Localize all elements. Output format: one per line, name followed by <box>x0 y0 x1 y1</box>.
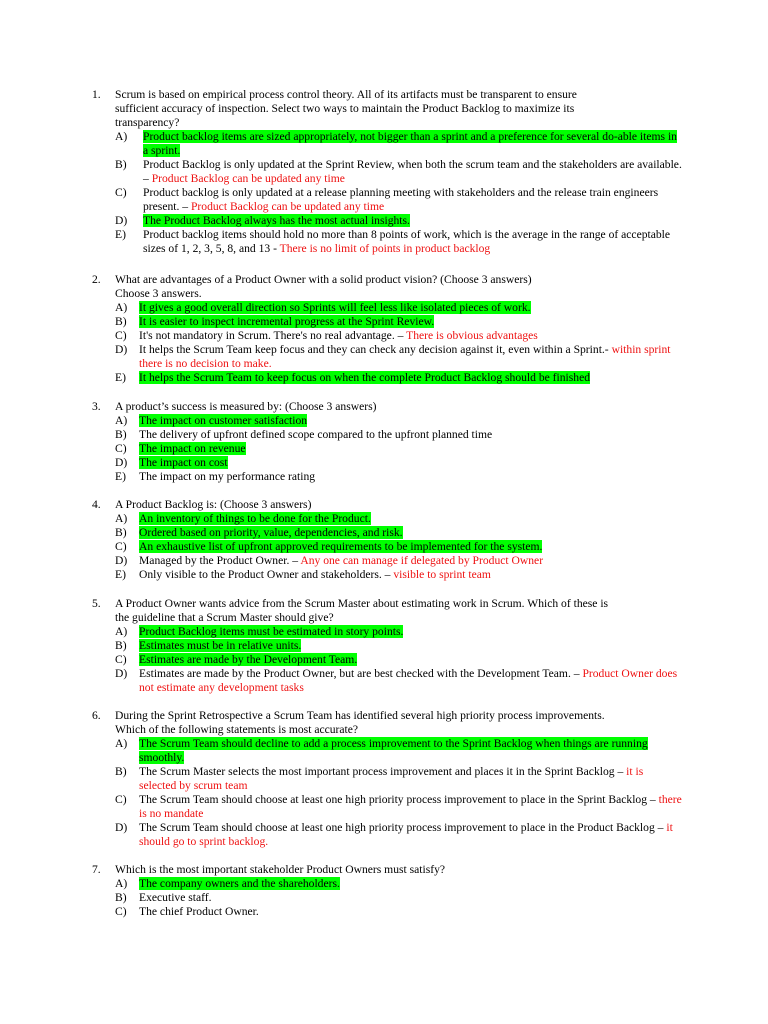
option-label: C) <box>115 442 127 455</box>
option-label: C) <box>115 329 127 342</box>
answer-option <box>115 821 682 849</box>
answer-option <box>115 442 682 456</box>
answer-option <box>115 428 682 442</box>
question-number: 5. <box>92 597 101 610</box>
highlighted-answer: The company owners and the shareholders. <box>139 877 340 890</box>
option-text <box>139 653 682 667</box>
answer-option <box>115 877 682 891</box>
answer-option <box>115 214 682 228</box>
option-label: B) <box>115 891 127 904</box>
answer-text: The Scrum Team should choose at least one high priority process improvement to place in the Product Backlog – <box>139 821 667 834</box>
option-label: E) <box>115 568 126 581</box>
option-text <box>139 737 682 765</box>
question-text: Which is the most important stakeholder Product Owners must satisfy? <box>115 863 446 876</box>
answer-text: Executive staff. <box>139 891 212 904</box>
answer-option <box>115 905 682 919</box>
question-text: Scrum is based on empirical process control theory. All of its artifacts must be transparent to ensure sufficient accuracy of inspection. Select two ways to maintain the Product Backlog to maximize its transparency? <box>115 88 577 129</box>
option-text <box>139 315 682 329</box>
highlighted-answer: Estimates must be in relative units. <box>139 639 302 652</box>
answer-option <box>115 737 682 765</box>
option-label: C) <box>115 905 127 918</box>
answer-option <box>115 793 682 821</box>
answer-options <box>115 877 682 919</box>
highlighted-answer: The impact on revenue <box>139 442 246 455</box>
option-label: C) <box>115 540 127 553</box>
answer-option <box>115 765 682 793</box>
correction-note: it should go to sprint backlog. <box>139 821 673 848</box>
correction-note: within sprint there is no decision to make. <box>139 343 671 370</box>
option-label: D) <box>115 214 128 227</box>
option-label: D) <box>115 821 128 834</box>
correction-note: there is no mandate <box>139 793 682 820</box>
highlighted-answer: An exhaustive list of upfront approved requirements to be implemented for the system. <box>139 540 543 553</box>
option-text <box>139 456 682 470</box>
question-3 <box>92 400 682 484</box>
option-text <box>139 470 682 484</box>
correction-note: There is obvious advantages <box>406 329 538 342</box>
answer-option <box>115 470 682 484</box>
answer-option <box>115 554 682 568</box>
option-text <box>143 158 682 186</box>
highlighted-answer: Product Backlog items must be estimated in story points. <box>139 625 404 638</box>
answer-option <box>115 639 682 653</box>
correction-note: visible to sprint team <box>393 568 491 581</box>
question-number: 4. <box>92 498 101 511</box>
answer-option <box>115 456 682 470</box>
option-text <box>139 512 682 526</box>
answer-text: The Scrum Master selects the most important process improvement and places it in the Sprint Backlog – <box>139 765 627 778</box>
option-text <box>139 568 682 582</box>
question-5 <box>92 597 682 695</box>
highlighted-answer: The Scrum Team should decline to add a process improvement to the Sprint Backlog when things are running smoothly. <box>139 737 648 764</box>
option-text <box>139 639 682 653</box>
question-number: 7. <box>92 863 101 876</box>
highlighted-answer: The impact on customer satisfaction <box>139 414 308 427</box>
answer-text: It's not mandatory in Scrum. There's no real advantage. – <box>139 329 407 342</box>
highlighted-answer: It helps the Scrum Team to keep focus on when the complete Product Backlog should be finished <box>139 371 591 384</box>
question-6 <box>92 709 682 849</box>
correction-note: There is no limit of points in product backlog <box>279 242 491 255</box>
option-label: E) <box>115 470 126 483</box>
option-text <box>139 554 682 568</box>
question-1 <box>92 88 682 256</box>
option-label: B) <box>115 158 127 171</box>
option-label: C) <box>115 793 127 806</box>
answer-text: Product backlog is only updated at a release planning meeting with stakeholders and the release train engineers present. – <box>143 186 659 213</box>
correction-note: Any one can manage if delegated by Product Owner <box>300 554 544 567</box>
option-label: E) <box>115 228 126 241</box>
option-label: B) <box>115 428 127 441</box>
correction-note: it is selected by scrum team <box>139 765 644 792</box>
option-text <box>139 371 682 385</box>
highlighted-answer: An inventory of things to be done for the Product. <box>139 512 371 525</box>
option-label: A) <box>115 512 128 525</box>
option-text <box>143 186 682 214</box>
option-label: C) <box>115 653 127 666</box>
option-text <box>139 877 682 891</box>
answer-option <box>115 526 682 540</box>
answer-option <box>115 625 682 639</box>
option-text <box>139 821 682 849</box>
option-label: B) <box>115 315 127 328</box>
answer-text: Managed by the Product Owner. – <box>139 554 301 567</box>
answer-options <box>115 414 682 484</box>
question-text: A product’s success is measured by: (Choose 3 answers) <box>115 400 377 413</box>
question-number: 2. <box>92 273 101 286</box>
answer-option <box>115 512 682 526</box>
option-text <box>139 905 682 919</box>
option-text <box>139 428 682 442</box>
answer-option <box>115 343 682 371</box>
highlighted-answer: It gives a good overall direction so Sprints will feel less like isolated pieces of work. <box>139 301 531 314</box>
option-label: D) <box>115 456 128 469</box>
answer-options <box>115 301 682 385</box>
option-text <box>139 625 682 639</box>
option-text <box>139 343 682 371</box>
answer-text: Product backlog items should hold no more than 8 points of work, which is the average in the range of acceptable sizes of 1, 2, 3, 5, 8, and 13 - <box>143 228 671 255</box>
option-text <box>139 329 682 343</box>
option-text <box>139 414 682 428</box>
answer-option <box>115 414 682 428</box>
answer-text: The delivery of upfront defined scope compared to the upfront planned time <box>139 428 493 441</box>
option-label: A) <box>115 414 128 427</box>
option-label: A) <box>115 625 128 638</box>
answer-option <box>115 568 682 582</box>
question-text: A Product Owner wants advice from the Scrum Master about estimating work in Scrum. Which of these is the guideline that a Scrum Master should give? <box>115 597 609 624</box>
answer-options <box>115 512 682 582</box>
question-text: During the Sprint Retrospective a Scrum Team has identified several high priority process improvements. Which of the following statements is most accurate? <box>115 709 605 736</box>
answer-option <box>115 891 682 905</box>
option-label: E) <box>115 371 126 384</box>
answer-options <box>115 130 682 256</box>
question-text: What are advantages of a Product Owner with a solid product vision? (Choose 3 answers) Choose 3 answers. <box>115 273 532 300</box>
answer-option <box>115 315 682 329</box>
option-text <box>139 765 682 793</box>
answer-text: The Scrum Team should choose at least one high priority process improvement to place in the Sprint Backlog – <box>139 793 659 806</box>
option-text <box>139 540 682 554</box>
option-label: D) <box>115 554 128 567</box>
option-label: B) <box>115 526 127 539</box>
option-label: B) <box>115 765 127 778</box>
option-label: A) <box>115 301 128 314</box>
answer-option <box>115 653 682 667</box>
answer-options <box>115 737 682 849</box>
option-text <box>139 793 682 821</box>
correction-note: Product Owner does not estimate any development tasks <box>139 667 678 694</box>
answer-text: Estimates are made by the Product Owner, but are best checked with the Development Team. – <box>139 667 583 680</box>
answer-option <box>115 329 682 343</box>
correction-note: Product Backlog can be updated any time <box>151 172 345 185</box>
option-text <box>139 301 682 315</box>
answer-option <box>115 158 682 186</box>
answer-option <box>115 186 682 214</box>
answer-text: The impact on my performance rating <box>139 470 316 483</box>
question-4 <box>92 498 682 582</box>
answer-option <box>115 540 682 554</box>
correction-note: Product Backlog can be updated any time <box>190 200 385 213</box>
option-text <box>143 130 682 158</box>
answer-text: Only visible to the Product Owner and stakeholders. – <box>139 568 394 581</box>
question-7 <box>92 863 682 919</box>
question-2 <box>92 273 682 385</box>
option-label: B) <box>115 639 127 652</box>
option-label: D) <box>115 343 128 356</box>
highlighted-answer: Ordered based on priority, value, dependencies, and risk. <box>139 526 403 539</box>
highlighted-answer: Estimates are made by the Development Team. <box>139 653 358 666</box>
answer-option <box>115 667 682 695</box>
highlighted-answer: It is easier to inspect incremental progress at the Sprint Review. <box>139 315 435 328</box>
answer-text: The chief Product Owner. <box>139 905 259 918</box>
answer-options <box>115 625 682 695</box>
option-text <box>139 442 682 456</box>
option-label: A) <box>115 737 128 750</box>
answer-option <box>115 371 682 385</box>
option-text <box>143 228 682 256</box>
option-text <box>139 891 682 905</box>
question-number: 3. <box>92 400 101 413</box>
answer-option <box>115 228 682 256</box>
option-text <box>139 526 682 540</box>
highlighted-answer: The Product Backlog always has the most actual insights. <box>143 214 410 227</box>
question-number: 1. <box>92 88 101 101</box>
highlighted-answer: The impact on cost <box>139 456 228 469</box>
answer-text: It helps the Scrum Team keep focus and they can check any decision against it, even within a Sprint.- <box>139 343 612 356</box>
highlighted-answer: Product backlog items are sized appropriately, not bigger than a sprint and a preference for several do-able items in a sprint. <box>143 130 677 157</box>
answer-text: Product Backlog is only updated at the Sprint Review, when both the scrum team and the stakeholders are available. – <box>143 158 682 185</box>
answer-option <box>115 301 682 315</box>
option-label: D) <box>115 667 128 680</box>
question-text: A Product Backlog is: (Choose 3 answers) <box>115 498 312 511</box>
option-label: A) <box>115 877 128 890</box>
answer-option <box>115 130 682 158</box>
option-label: C) <box>115 186 127 199</box>
option-text <box>139 667 682 695</box>
option-label: A) <box>115 130 128 143</box>
option-text <box>143 214 682 228</box>
question-number: 6. <box>92 709 101 722</box>
